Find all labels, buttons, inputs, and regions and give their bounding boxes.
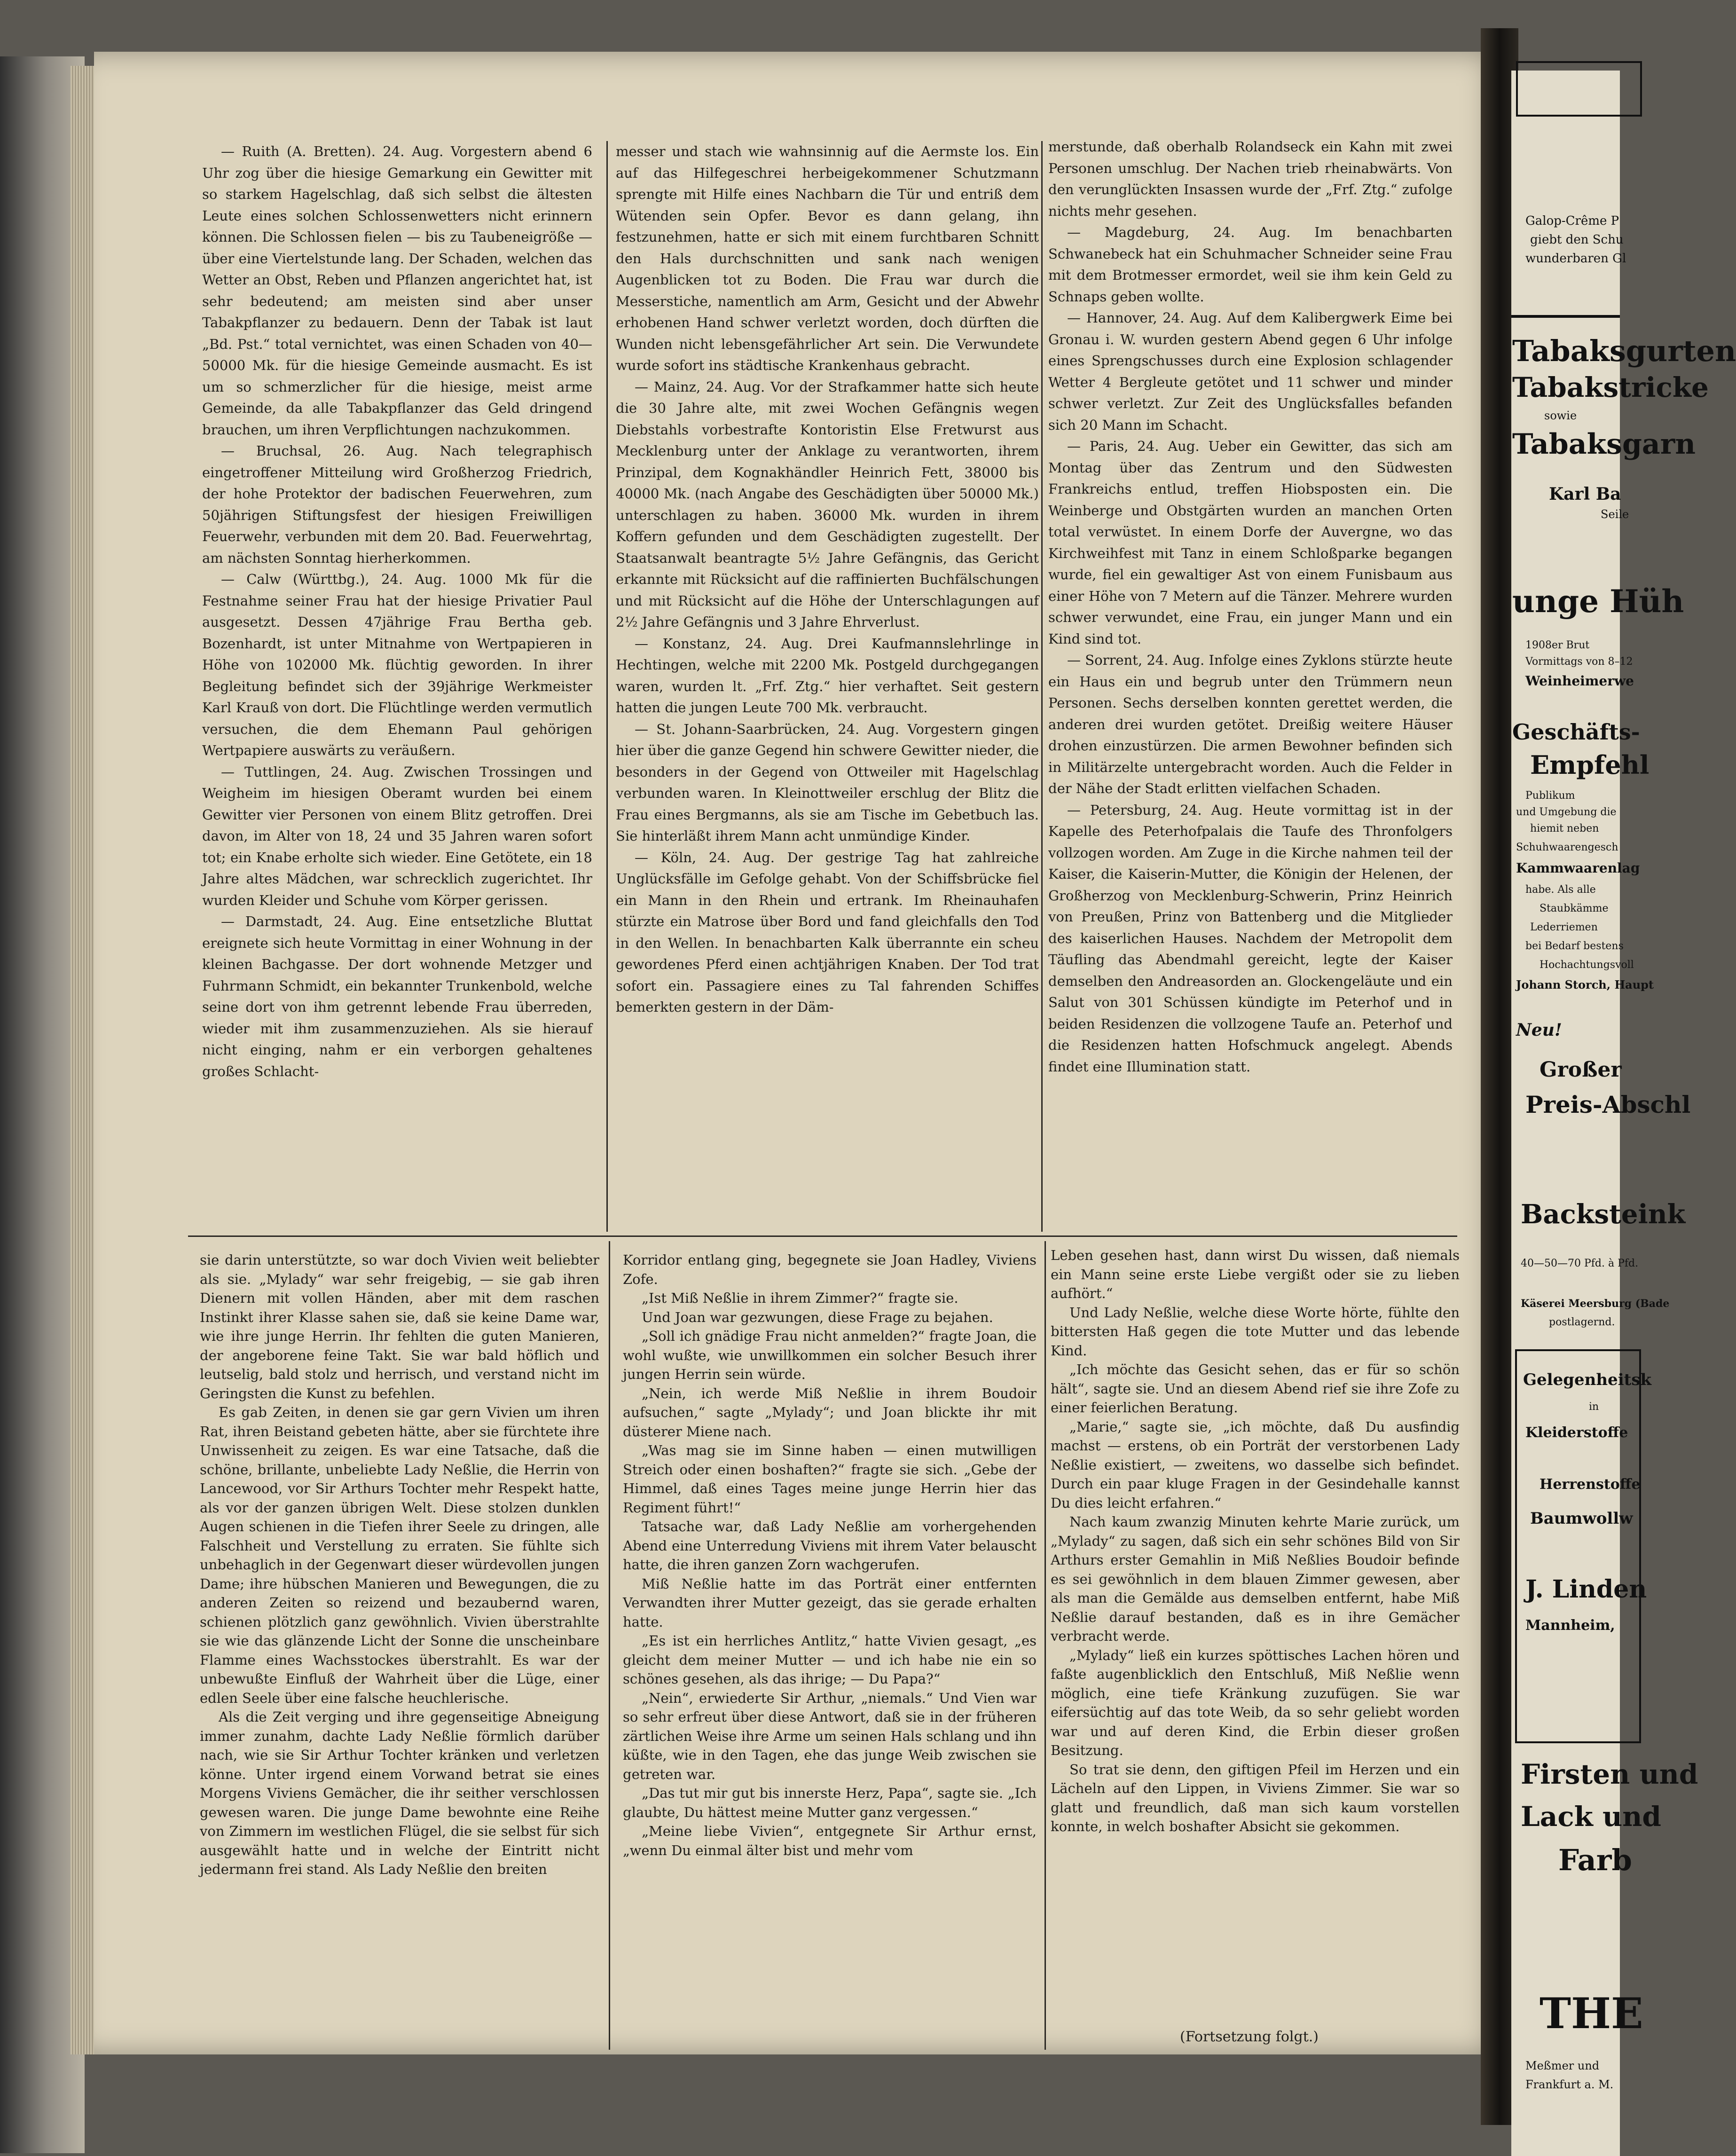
novel-column-divider-2 [1045,1241,1046,2050]
ad-fragment: Lederriemen [1530,921,1598,933]
novel-column-1 [200,1251,599,1879]
ad-fragment: Firsten und [1521,1758,1698,1790]
news-item-konstanz: — Konstanz, 24. Aug. Drei Kaufmannslehrlinge in Hechtingen, welche mit 2200 Mk. Postgeld durchgegangen waren, wurden lt. „Frf. Ztg.“ hier verhaftet. Seit gestern hatten die jungen Leute 700 Mk. verbraucht. [616,635,1039,716]
ad-fragment: Karl Ba [1549,484,1621,504]
novel-paragraph: Tatsache war, daß Lady Neßlie am vorhergehenden Abend eine Unterredung Viviens mit ihrem Vater belauscht hatte, die ihren ganzen Zorn wachgerufen. [623,1519,1037,1573]
ad-fragment: Geschäfts- [1512,719,1640,745]
news-item-paris: — Paris, 24. Aug. Ueber ein Gewitter, das sich am Montag über das Zentrum und den Südwesten Frankreichs entlud, treffen Hiobsposten ein. Die Weinberge und Obstgärten wurden an manchen Orten total verwüstet. In einem Dorfe der Auvergne, wo das Kirchweihfest mit Tanz in einem Schloßparke begangen wurde, fiel ein gewaltiger Ast von einem Funisbaum aus einer Höhe von 7 Metern auf die Tänzer. Mehrere wurden schwer verwundet, eine Frau, ein junger Mann und ein Kind sind tot. [1048,438,1453,647]
novel-paragraph: Korridor entlang ging, begegnete sie Joan Hadley, Viviens Zofe. [623,1252,1037,1287]
ad-fragment: sowie [1544,409,1577,422]
news-item-koeln-cont: merstunde, daß oberhalb Rolandseck ein Kahn mit zwei Personen umschlug. Der Nachen trieb rheinabwärts. Von den verunglückten Insassen wurde der „Frf. Ztg.“ zufolge nichts mehr gesehen. [1048,139,1453,219]
news-item-bruchsal: — Bruchsal, 26. Aug. Nach telegraphisch eingetroffener Mitteilung wird Großherzog Friedrich, der hohe Protektor der badischen Feuerwehren, zum 50jährigen Stiftungsfest der hiesigen Freiwilligen Feuerwehr, verbunden mit dem 20. Bad. Feuerwehrtag, am nächsten Sonntag hierherkommen. [202,443,592,566]
ad-fragment: Kammwaarenlag [1516,860,1640,876]
news-column-divider-2 [1041,141,1043,1232]
ad-fragment: Backsteink [1521,1199,1686,1230]
ad-fragment: Gelegenheitsk [1523,1370,1652,1389]
news-column-2 [616,141,1039,1018]
ad-fragment: Galop-Crême P [1525,214,1619,228]
novel-paragraph: Nach kaum zwanzig Minuten kehrte Marie zurück, um „Mylady“ zu sagen, daß sich ein sehr schönes Bild von Sir Arthurs erster Gemahlin in Miß Neßlies Boudoir befinde es sei gewöhnlich in dem blauen Zimmer gewesen, aber als man die Gemälde aus demselben entfernt, habe Miß Neßlie darauf bestanden, daß es in ihre Gemächer verbracht werde. [1051,1514,1460,1644]
ad-fragment: Großer [1540,1058,1622,1082]
ad-fragment: Meßmer und [1525,2059,1600,2072]
ad-fragment: Käserei Meersburg (Bade [1521,1298,1670,1310]
ad-fragment: Vormittags von 8–12 [1525,656,1633,668]
feuilleton-separator [188,1235,1457,1237]
novel-paragraph: So trat sie denn, den giftigen Pfeil im Herzen und ein Lächeln auf den Lippen, in Viviens Zimmer. Sie war so glatt und freundlich, daß man sich kaum vorstellen konnte, in welch boshafter Absicht sie gekommen. [1051,1761,1460,1834]
ad-fragment: Tabaksgarn [1512,428,1696,461]
ad-fragment: Kleiderstoffe [1525,1424,1628,1441]
news-item-koeln: — Köln, 24. Aug. Der gestrige Tag hat zahlreiche Unglücksfälle im Gefolge gehabt. Von der Schiffsbrücke fiel ein Mann in den Rhein und ertrank. Im Rheinauhafen stürzte ein Matrose über Bord und fand gleichfalls den Tod in den Wellen. In benachbarten Kalk überrannte ein scheu gewordenes Pferd einen achtjährigen Knaben. Der Tod trat sofort ein. Passagiere eines zu Tal fahrenden Schiffes bemerkten gestern in der Däm- [616,849,1039,1015]
ad-fragment: Frankfurt a. M. [1525,2078,1614,2091]
ad-fragment: Seile [1601,508,1629,521]
ad-fragment: Preis-Abschl [1525,1091,1691,1118]
news-item-tuttlingen: — Tuttlingen, 24. Aug. Zwischen Trossingen und Weigheim im hiesigen Oberamt wurden bei einem Gewitter vier Personen von einem Blitz getroffen. Drei davon, im Alter von 18, 24 und 35 Jahren waren sofort tot; ein Knabe erholte sich wieder. Eine Getötete, ein 18 Jahre altes Mädchen, war schrecklich zugerichtet. Ihr wurden Kleider und Schuhe vom Körper gerissen. [202,763,592,908]
news-item-ruith: — Ruith (A. Bretten). 24. Aug. Vorgestern abend 6 Uhr zog über die hiesige Gemarkung ein Gewitter mit so starkem Hagelschlag, daß sich selbst die ältesten Leute eines solchen Schlossenwetters nicht erinnern können. Die Schlossen fielen — bis zu Taubeneigröße — über eine Viertelstunde lang. Der Schaden, welchen das Wetter an Obst, Reben und Pflanzen angerichtet hat, ist sehr bedeutend; am meisten sind aber unser Tabakpflanzer zu bedauern. Denn der Tabak ist laut „Bd. Pst.“ total vernichtet, was einen Schaden von 40—50000 Mk. für die hiesige Gemeinde ausmacht. Es ist um so schmerzlicher für die hiesige, meist arme Gemeinde, da alle Tabakpflanzer das Geld dringend brauchen, um ihren Verpflichtungen nachzukommen. [202,143,592,438]
novel-paragraph: „Nein“, erwiederte Sir Arthur, „niemals.“ Und Vien war so sehr erfreut über diese Antwort, daß sie in der früheren zärtlichen Weise ihre Arme um seinen Hals schlang und ihn küßte, wie in den Tagen, ehe das junge Weib zwischen sie getreten war. [623,1690,1037,1782]
ad-fragment: Tabakstricke [1512,371,1709,403]
ad-fragment: Baumwollw [1530,1509,1633,1528]
news-column-divider-1 [606,141,608,1232]
ad-fragment: Johann Storch, Haupt [1516,978,1654,991]
novel-paragraph: „Soll ich gnädige Frau nicht anmelden?“ fragte Joan, die wohl wußte, wie unwillkommen ein solcher Besuch ihrer jungen Herrin sein würde. [623,1328,1037,1382]
novel-paragraph: „Meine liebe Vivien“, entgegnete Sir Arthur ernst, „wenn Du einmal älter bist und mehr vom [623,1823,1037,1858]
novel-column-3 [1051,1246,1460,1836]
ad-fragment: habe. Als alle [1525,884,1596,896]
ad-fragment: Empfehl [1530,750,1650,780]
ad-fragment: 40—50—70 Pfd. à Pfd. [1521,1258,1639,1269]
novel-paragraph: Und Joan war gezwungen, diese Frage zu bejahen. [642,1309,993,1325]
ad-rule [1511,315,1620,318]
ad-fragment: Schuhwaarengesch [1516,842,1618,853]
novel-paragraph: Es gab Zeiten, in denen sie gar gern Vivien um ihren Rat, ihren Beistand gebeten hätte, aber sie fürchtete ihre Unwissenheit zu zeigen. Es war eine Tatsache, daß die schöne, brillante, unbeliebte Lady Neßlie, die Herrin von Lancewood, vor Sir Arthurs Tochter mehr Respekt hatte, als vor der ganzen übrigen Welt. Diese stolzen dunklen Augen schienen in die Tiefen ihrer Seele zu dringen, alle Falschheit und Verstellung zu erraten. Sie fühlte sich unbehaglich in der Gegenwart dieser würdevollen jungen Dame; ihre hübschen Manieren und Bewegungen, die zu anderen Zeiten so reizend und bezaubernd waren, schienen plötzlich ganz gewöhnlich. Vivien überstrahlte sie wie das glänzende Licht der Sonne die unscheinbare Flamme eines Wachsstockes überstrahlt. Es war der unbewußte Einfluß der Wahrheit über die Lüge, einer edlen Seele über eine falsche heuchlerische. [200,1404,599,1706]
ad-fragment: wunderbaren Gl [1525,252,1626,266]
novel-paragraph: „Was mag sie im Sinne haben — einen mutwilligen Streich oder einen boshaften?“ fragte sie sich. „Gebe der Himmel, daß eines Tages meine junge Herrin hier das Regiment führt!“ [623,1442,1037,1516]
ad-fragment: hiemit neben [1530,823,1599,834]
novel-paragraph: „Nein, ich werde Miß Neßlie in ihrem Boudoir aufsuchen,“ sagte „Mylady“; und Joan blickte ihr mit düsterer Miene nach. [623,1385,1037,1440]
novel-paragraph: „Ist Miß Neßlie in ihrem Zimmer?“ fragte sie. [642,1290,958,1306]
ad-box-top [1516,61,1642,117]
ad-fragment: Neu! [1516,1020,1562,1040]
novel-paragraph: Miß Neßlie hatte im das Porträt einer entfernten Verwandten ihrer Mutter gezeigt, das sie gerade erhalten hatte. [623,1575,1037,1630]
ad-fragment: postlagernd. [1549,1316,1615,1328]
ad-box-gelegenheitskauf [1515,1349,1641,1743]
ad-fragment: bei Bedarf bestens [1525,940,1624,952]
news-item-calw: — Calw (Württbg.), 24. Aug. 1000 Mk für die Festnahme seiner Frau hat der hiesige Privatier Paul ausgesetzt. Dessen 47jährige Frau Bertha geb. Bozenhardt, ist unter Mitnahme von Wertpapieren in Höhe von 102000 Mk. flüchtig geworden. In ihrer Begleitung befindet sich der 39jährige Werkmeister Karl Krauß von dort. Die Flüchtlinge werden vermutlich versuchen, die dem Ehemann Paul gehörigen Wertpapiere auswärts zu veräußern. [202,571,592,758]
adjacent-page-ads [1511,71,1736,2156]
novel-paragraph: Und Lady Neßlie, welche diese Worte hörte, fühlte den bittersten Haß gegen die tote Mutter und das lebende Kind. [1051,1304,1460,1359]
novel-paragraph: „Ich möchte das Gesicht sehen, das er für so schön hält“, sagte sie. Und an diesem Abend rief sie ihre Zofe zu einer feierlichen Beratung. [1051,1361,1460,1416]
novel-paragraph: sie darin unterstützte, so war doch Vivien weit beliebter als sie. „Mylady“ war sehr freigebig, — sie gab ihren Dienern mit vollen Händen, aber mit dem raschen Instinkt ihrer Klasse sahen sie, daß sie keine Dame war, wie ihre junge Herrin. Ihr fehlten die guten Manieren, der angeborene feine Takt. Sie war bald höflich und leutselig, bald stolz und herrisch, und verstand nicht im Geringsten die Kunst zu befehlen. [200,1252,599,1401]
ad-fragment: Weinheimerwe [1525,673,1634,689]
news-item-magdeburg: — Magdeburg, 24. Aug. Im benachbarten Schwanebeck hat ein Schuhmacher Schneider seine Frau mit dem Brotmesser ermordet, weil sie ihm kein Geld zu Schnaps geben wollte. [1048,224,1453,305]
novel-paragraph: Als die Zeit verging und ihre gegenseitige Abneigung immer zunahm, dachte Lady Neßlie förmlich darüber nach, wie sie Sir Arthur Tochter kränken und verletzen könne. Unter irgend einem Vorwand betrat sie eines Morgens Viviens Gemächer, die ihr seither verschlossen gewesen waren. Die junge Dame bewohnte eine Reihe von Zimmern im westlichen Flügel, die sie selbst für sich ausgewählt hatte und in welche der Eintritt nicht jedermann frei stand. Als Lady Neßlie den breiten [200,1709,599,1877]
news-item-saarbruecken: — St. Johann-Saarbrücken, 24. Aug. Vorgestern gingen hier über die ganze Gegend hin schwere Gewitter nieder, die besonders in der Gegend von Ottweiler mit Hagelschlag verbunden waren. In Kleinottweiler erschlug der Blitz die Frau eines Bergmanns, als sie am Tische im Gebetbuch las. Sie hinterläßt ihrem Mann acht unmündige Kinder. [616,721,1039,844]
news-column-3 [1048,136,1453,1078]
ad-fragment: in [1589,1401,1599,1413]
ad-fragment: und Umgebung die [1516,806,1617,818]
novel-paragraph: Leben gesehen hast, dann wirst Du wissen, daß niemals ein Mann seine erste Liebe vergißt oder sie zu lieben aufhört.“ [1051,1247,1460,1301]
ad-fragment: giebt den Schu [1530,233,1624,247]
ad-fragment: Lack und [1521,1801,1661,1833]
ad-fragment: Herrenstoffe [1540,1476,1641,1493]
news-item-hannover: — Hannover, 24. Aug. Auf dem Kalibergwerk Eime bei Gronau i. W. wurden gestern Abend gegen 6 Uhr infolge eines Sprengschusses durch eine Explosion schlagender Wetter 4 Bergleute getötet und 11 schwer und minder schwer verletzt. Zur Zeit des Unglücksfalles befanden sich 20 Mann im Schacht. [1048,310,1453,433]
ad-fragment: Tabaksgurten [1512,334,1736,368]
ad-fragment: Hochachtungsvoll [1540,959,1634,971]
ad-fragment: Staubkämme [1540,903,1609,914]
ad-fragment: J. Linden [1525,1575,1647,1604]
ad-fragment: Farb [1558,1843,1632,1877]
news-item-darmstadt: — Darmstadt, 24. Aug. Eine entsetzliche Bluttat ereignete sich heute Vormittag in einer Wohnung in der kleinen Bachgasse. Der dort wohnende Metzger und Fuhrmann Schmidt, ein bekannter Trunkenbold, welche seine dort von ihm getrennt lebende Frau überreden, wieder mit ihm zusammenzuziehen. Als sie hierauf nicht einging, nahm er ein verborgen gehaltenes großes Schlacht- [202,913,592,1079]
novel-paragraph: „Marie,“ sagte sie, „ich möchte, daß Du ausfindig machst — erstens, ob ein Porträt der verstorbenen Lady Neßlie existiert, — zweitens, wo dasselbe sich befindet. Durch ein paar kluge Fragen in der Gesindehalle kannst Du dies leicht erfahren.“ [1051,1418,1460,1511]
news-item-sorrent: — Sorrent, 24. Aug. Infolge eines Zyklons stürzte heute ein Haus ein und begrub unter den Trümmern neun Personen. Sechs derselben konnten gerettet werden, die anderen drei wurden getötet. Dreißig weitere Häuser drohen einzustürzen. Die armen Bewohner befinden sich in Militärzelte untergebracht worden. Auch die Felder in der Nähe der Stadt erlitten vielfachen Schaden. [1048,652,1453,796]
news-item-petersburg: — Petersburg, 24. Aug. Heute vormittag ist in der Kapelle des Peterhofpalais die Taufe des Thronfolgers vollzogen worden. Am Zuge in die Kirche nahmen teil der Kaiser, die Kaiserin-Mutter, die Königin der Helenen, der Großherzog von Mecklenburg-Schwerin, Prinz Heinrich von Preußen, Prinz von Battenberg und die Mitglieder des kaiserlichen Hauses. Nachdem der Metropolit dem Täufling das Abendmahl gereicht, legte der Kaiser demselben den Andreasorden an. Glockengeläute und ein Salut von 301 Schüssen kündigte im Peterhof und in beiden Residenzen die vollzogene Taufe an. Peterhof und die Residenzen hatten Hofschmuck angelegt. Abends findet eine Illumination statt. [1048,802,1453,1075]
novel-column-2 [623,1251,1037,1860]
ad-fragment: unge Hüh [1512,583,1684,620]
novel-paragraph: „Es ist ein herrliches Antlitz,“ hatte Vivien gesagt, „es gleicht dem meiner Mutter — und ich habe nie ein so schönes gesehen, als das ihrige; — Du Papa?“ [623,1633,1037,1687]
novel-paragraph: „Mylady“ ließ ein kurzes spöttisches Lachen hören und faßte augenblicklich den Entschluß, Miß Neßlie wenn möglich, eine tiefe Kränkung zuzufügen. Sie war eifersüchtig auf das tote Weib, da so sehr geliebt worden war und auf deren Kind, die Erbin dieser großen Besitzung. [1051,1647,1460,1758]
ad-fragment: Mannheim, [1525,1617,1615,1634]
news-column-1 [202,141,592,1082]
ad-fragment: THE [1540,1989,1643,2038]
novel-paragraph: „Das tut mir gut bis innerste Herz, Papa“, sagte sie. „Ich glaubte, Du hättest meine Mutter ganz vergessen.“ [623,1785,1037,1820]
ad-fragment: Publikum [1525,790,1575,802]
news-item-darmstadt-cont: messer und stach wie wahnsinnig auf die Aermste los. Ein auf das Hilfegeschrei herbeigekommener Schutzmann sprengte mit Hilfe eines Nachbarn die Tür und entriß dem Wütenden sein Opfer. Bevor es dann gelang, ihn festzunehmen, hatte er sich mit einem furchtbaren Schnitt den Hals durchschnitten und sank nach wenigen Augenblicken tot zu Boden. Die Frau war durch die Messerstiche, namentlich am Arm, Gesicht und der Abwehr erhobenen Hand schwer verletzt worden, doch dürften die Wunden nicht lebensgefährlicher Art sein. Die Verwundete wurde sofort ins städtische Krankenhaus gebracht. [616,143,1039,373]
continuation-note: (Fortsetzung folgt.) [1180,2029,1319,2045]
ad-fragment: 1908er Brut [1525,639,1590,651]
novel-column-divider-1 [609,1241,610,2050]
news-item-mainz: — Mainz, 24. Aug. Vor der Strafkammer hatte sich heute die 30 Jahre alte, mit zwei Wochen Gefängnis wegen Diebstahls vorbestrafte Kontoristin Else Fretwurst aus Mecklenburg unter der Anklage zu verantworten, ihrem Prinzipal, dem Kognakhändler Heinrich Fett, 38000 bis 40000 Mk. (nach Angabe des Geschädigten über 50000 Mk.) unterschlagen zu haben. 36000 Mk. wurden in ihrem Koffern gefunden und dem Geschädigten zugestellt. Der Staatsanwalt beantragte 5½ Jahre Gefängnis, das Gericht erkannte mit Rücksicht auf die raffinierten Buchfälschungen und mit Rücksicht auf die Höhe der Unterschlagungen auf 2½ Jahre Gefängnis und 3 Jahre Ehrverlust. [616,378,1039,630]
